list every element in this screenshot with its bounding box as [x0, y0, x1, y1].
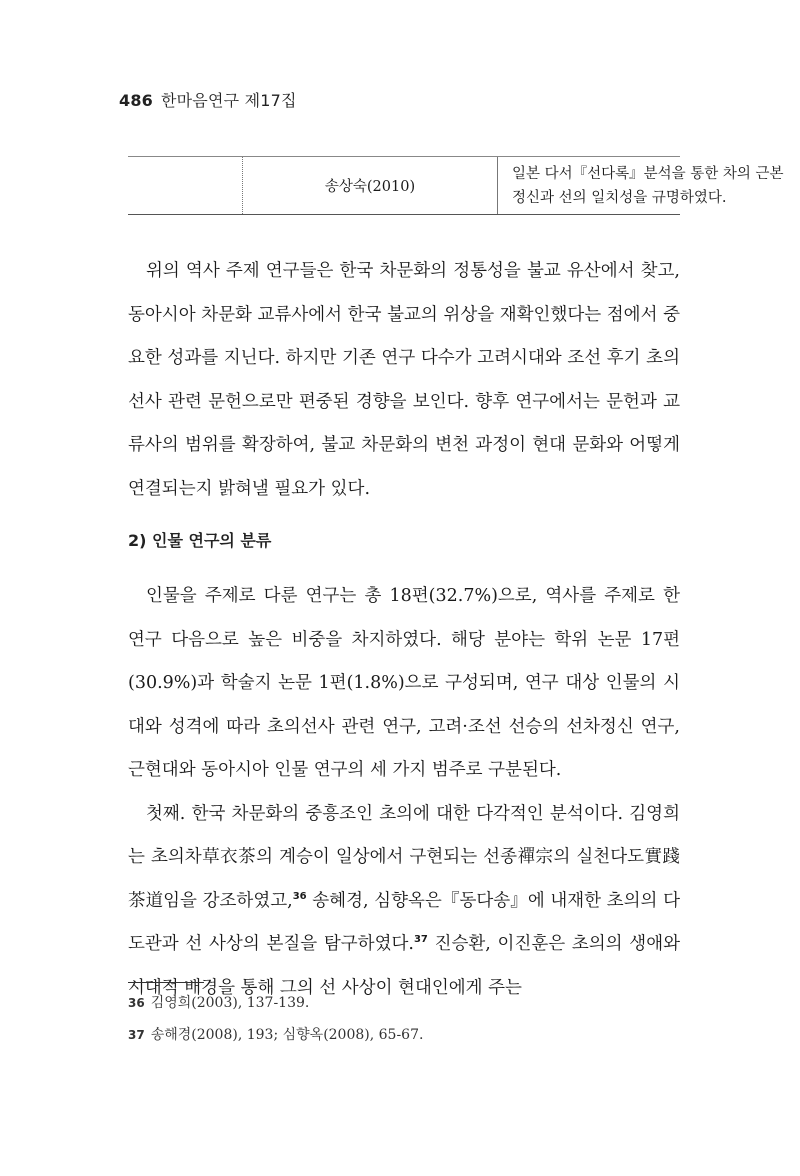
footnote-item — [128, 1024, 423, 1044]
footnote-divider — [128, 982, 204, 983]
table-description-line2: 정신과 선의 일치성을 규명하였다. — [512, 190, 727, 206]
table-fragment — [128, 156, 784, 215]
page-number: 486 — [119, 91, 153, 110]
footnote-item — [128, 992, 309, 1012]
footnote-number: 37 — [128, 1028, 145, 1042]
footnote-reference[interactable]: 36 — [292, 890, 307, 902]
paragraph-text-part: 진승환, 이진훈은 초의의 생애와 시대적 배경을 통해 그의 선 사상이 현대인에게 주는 — [128, 934, 681, 998]
paragraph-text: 위의 역사 주제 연구들은 한국 차문화의 정통성을 불교 유산에서 찾고, 동아시아 차문화 교류사에서 한국 불교의 위상을 재확인했다는 점에서 중요한 성과를 지닌다. 하지만 기존 연구 다수가 고려시대와 조선 후기 초의선사 관련 문헌으로만 편중된 경향을 보인다. 향후 연구에서는 문헌과 교류사의 범위를 확장하여, 불교 차문화의 변천 과정이 현대 문화와 어떻게 연결되는지 밝혀낼 필요가 있다. — [128, 261, 680, 499]
table-description-line1: 일본 다서『선다록』분석을 통한 차의 근본 — [512, 166, 784, 182]
paragraph-text: 인물을 주제로 다룬 연구는 총 18편(32.7%)으로, 역사를 주제로 한 연구 다음으로 높은 비중을 차지하였다. 해당 분야는 학위 논문 17편(30.9%)과 학술지 논문 1편(1.8%)으로 구성되며, 연구 대상 인물의 시대와 성격에 따라 초의선사 관련 연구, 고려·조선 선승의 선차정신 연구, 근현대와 동아시아 인물 연구의 세 가지 범주로 구분된다. — [128, 586, 680, 780]
footnote-reference[interactable]: 37 — [413, 934, 428, 945]
paragraph-text-part: 첫째. 한국 차문화의 중흥조인 초의에 대한 다각적인 분석이다. 김영희는 초의차草衣茶의 계승이 일상에서 구현되는 선종禪宗의 실천다도實踐茶道임을 강조하였고, — [128, 803, 680, 911]
table-author-cell — [243, 157, 498, 214]
table-author: 송상숙(2010) — [324, 179, 416, 195]
table-empty-cell — [128, 157, 243, 214]
body-paragraphs-2-3 — [128, 575, 680, 1010]
body-paragraph-1 — [128, 250, 680, 511]
section-heading: 2) 인물 연구의 분류 — [128, 531, 272, 550]
paragraph-with-references — [128, 793, 680, 1011]
footnote-text: 김영희(2003), 137-139. — [150, 995, 310, 1011]
footnote-text: 송해경(2008), 193; 심향옥(2008), 65-67. — [150, 1027, 424, 1043]
paragraph-text-part: 송혜경, 심향옥은『동다송』에 내재한 초의의 다도관과 선 사상의 본질을 탐구하였다. — [128, 890, 680, 954]
running-header — [119, 88, 297, 111]
journal-title: 한마음연구 제17집 — [161, 91, 297, 110]
table-description-cell — [498, 157, 784, 214]
footnote-number: 36 — [128, 996, 145, 1010]
